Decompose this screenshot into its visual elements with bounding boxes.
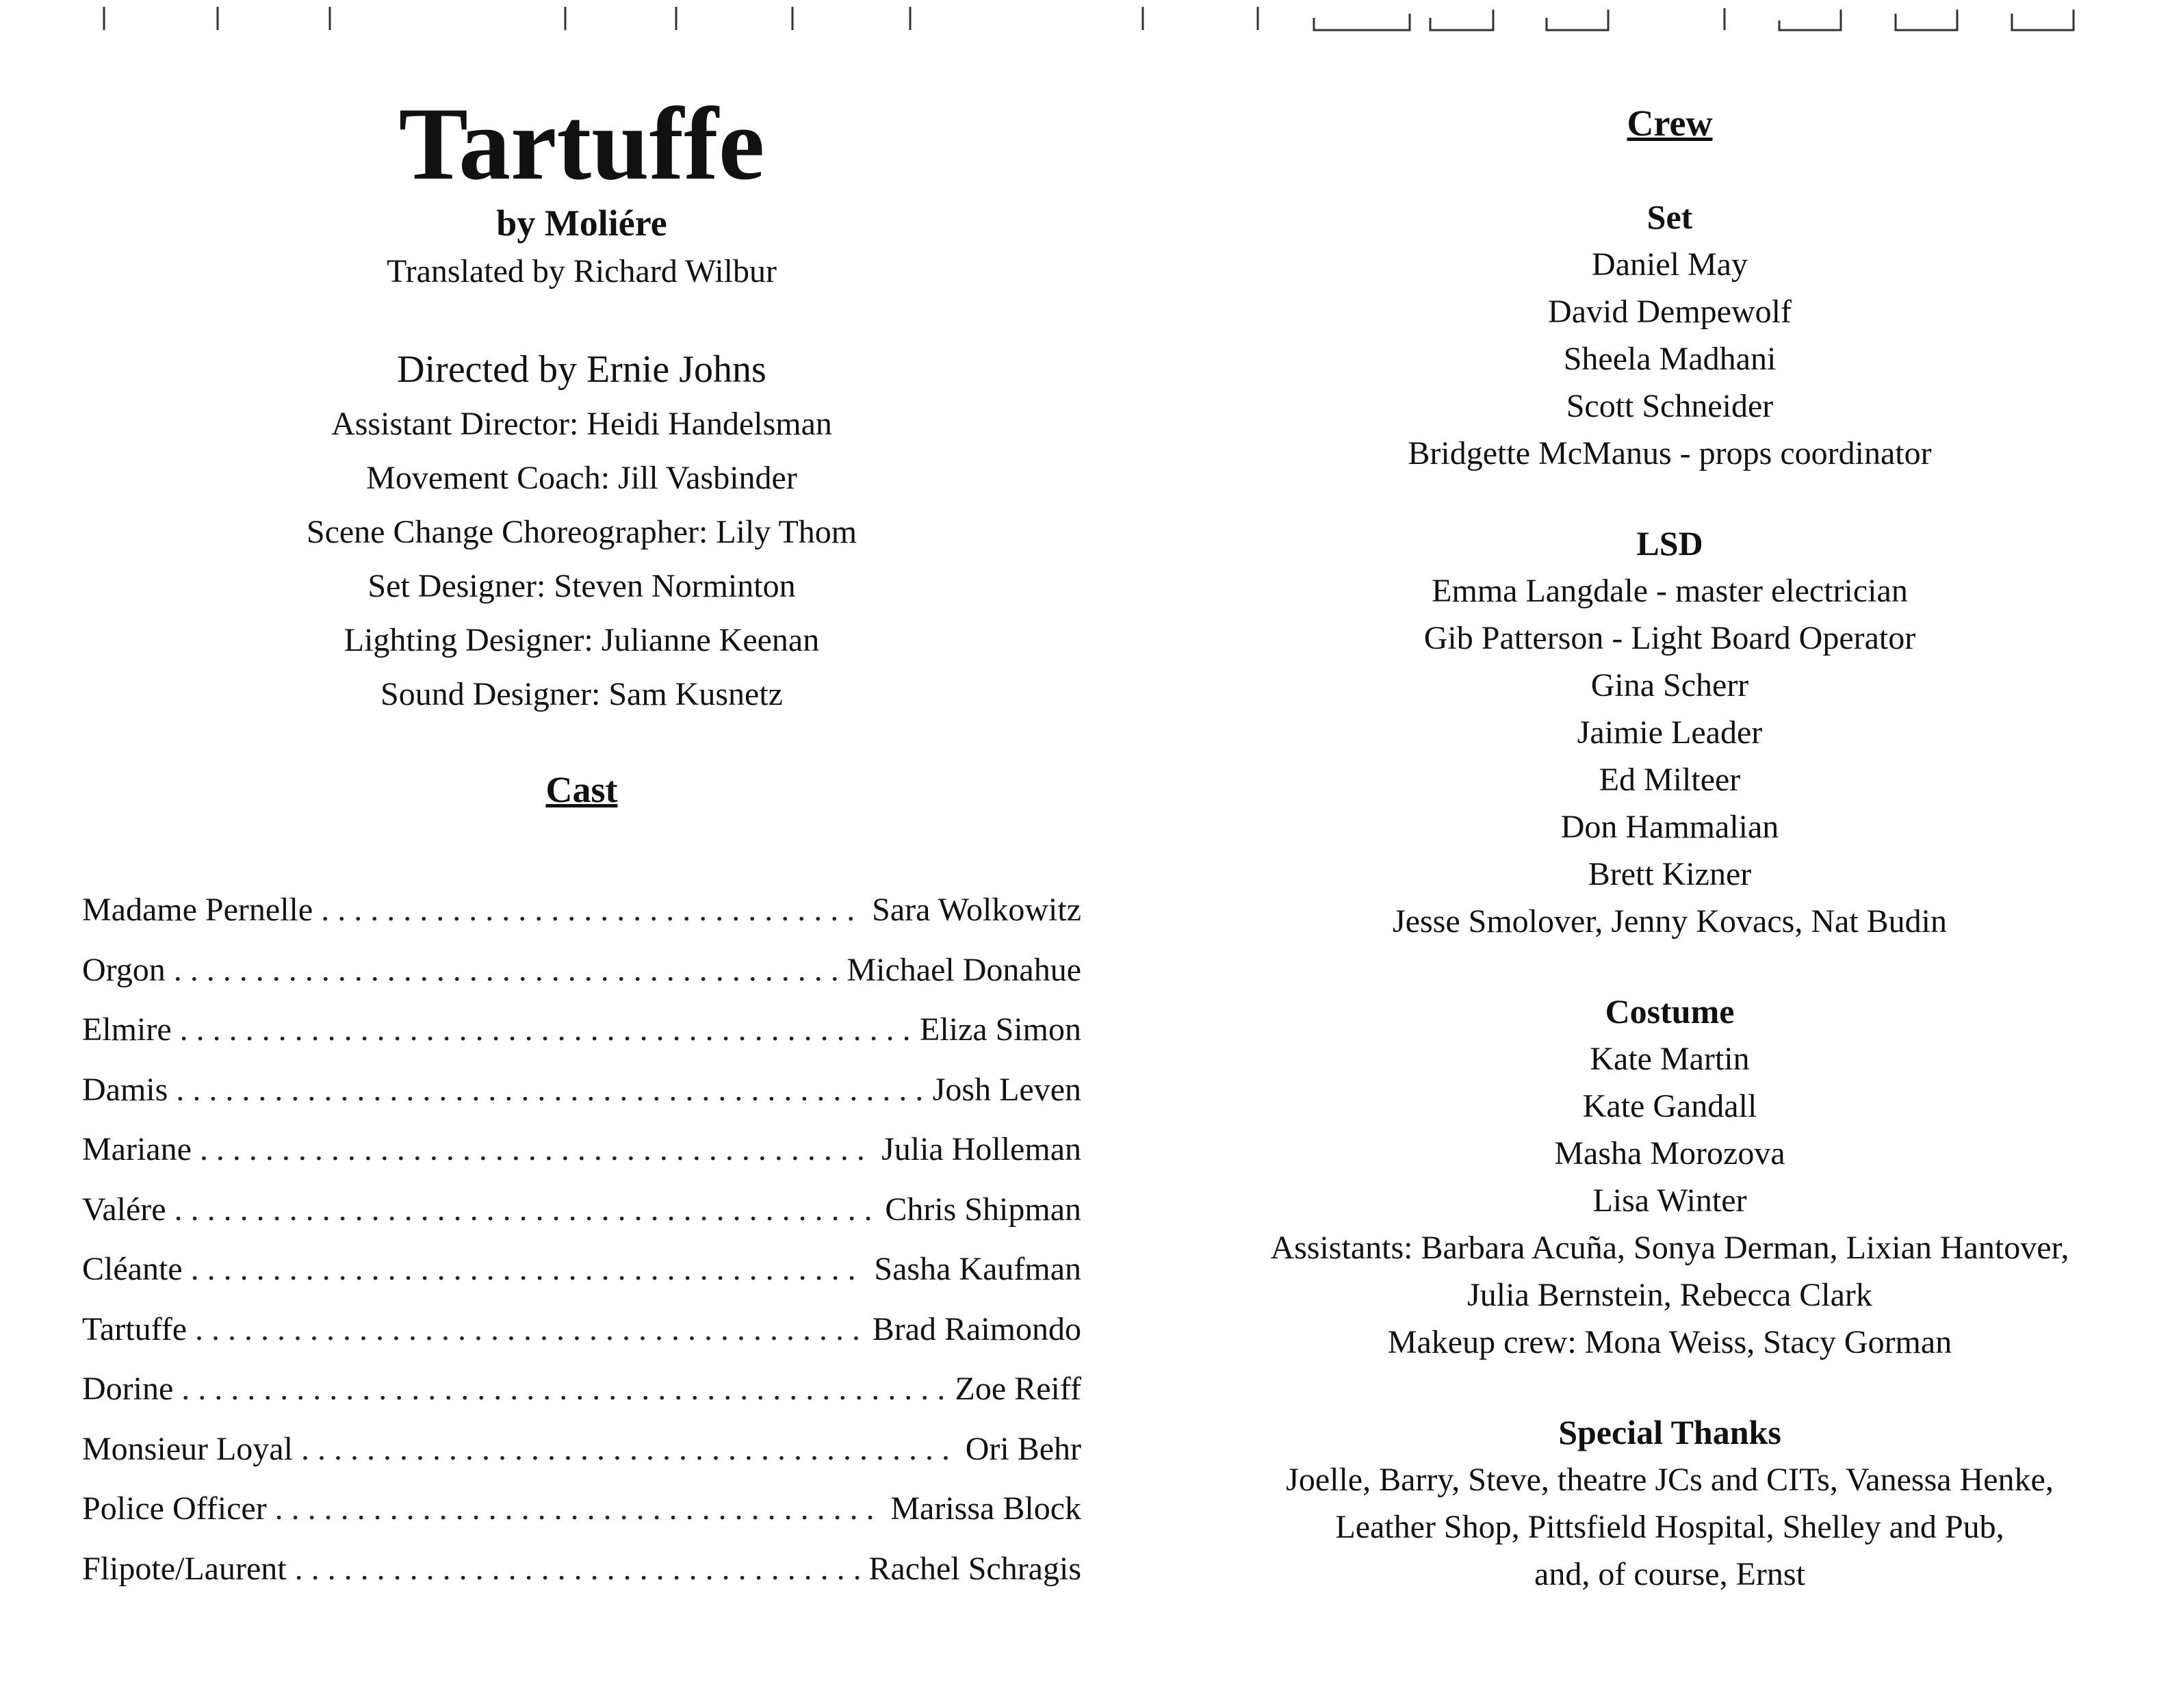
play-header [82, 86, 1081, 817]
actor-name: Josh Leven [932, 1071, 1081, 1108]
role-name: Madame Pernelle [82, 892, 313, 928]
role-name: Orgon [82, 951, 166, 988]
dot-leader [180, 1000, 912, 1060]
credit-line: Set Designer: Steven Norminton [367, 568, 796, 604]
cast-row [82, 1479, 1081, 1539]
crew-group-special-thanks [1184, 1408, 2156, 1598]
cast-row [82, 1060, 1081, 1120]
cast-row [82, 1239, 1081, 1299]
author-line: by Moliére [496, 203, 667, 244]
role-name: Police Officer [82, 1490, 267, 1527]
crew-name: Bridgette McManus - props coordinator [1408, 435, 1932, 471]
cast-row [82, 1539, 1081, 1599]
dot-leader [295, 1539, 861, 1599]
cast-row [82, 1120, 1081, 1180]
crew-group-lsd [1184, 519, 2156, 945]
role-name: Monsieur Loyal [82, 1430, 293, 1467]
dot-leader [200, 1120, 873, 1180]
group-heading: LSD [1636, 524, 1703, 562]
crew-name: Masha Morozova [1554, 1135, 1785, 1172]
actor-name: Julia Holleman [881, 1131, 1081, 1167]
credit-line: Lighting Designer: Julianne Keenan [344, 622, 820, 658]
crew-name: Assistants: Barbara Acuña, Sonya Derman, Lixian Hantover, [1270, 1230, 2069, 1266]
cast-heading: Cast [545, 769, 618, 810]
actor-name: Zoe Reiff [955, 1371, 1081, 1407]
dot-leader [195, 1299, 864, 1360]
crew-group-costume [1184, 987, 2156, 1366]
thanks-line: Leather Shop, Pittsfield Hospital, Shelley and Pub, [1335, 1509, 2004, 1545]
role-name: Mariane [82, 1131, 192, 1167]
production-credits [82, 397, 1081, 721]
crew-name: Jaimie Leader [1577, 714, 1763, 751]
crew-heading: Crew [1627, 103, 1713, 144]
actor-name: Sasha Kaufman [874, 1251, 1081, 1287]
actor-name: Rachel Schragis [868, 1550, 1081, 1587]
dot-leader [175, 1180, 877, 1240]
dot-leader [321, 880, 864, 940]
binding-edge-marks [0, 0, 2157, 41]
dot-leader [181, 1359, 946, 1419]
crew-name: Sheela Madhani [1563, 341, 1777, 377]
crew-name: Emma Langdale - master electrician [1432, 573, 1908, 609]
crew-name: David Dempewolf [1548, 294, 1792, 330]
group-heading: Set [1646, 198, 1693, 236]
left-column [82, 86, 1081, 1599]
translator-line: Translated by Richard Wilbur [387, 253, 777, 289]
crew-name: Kate Martin [1590, 1041, 1750, 1077]
actor-name: Sara Wolkowitz [872, 892, 1081, 928]
crew-name: Scott Schneider [1566, 388, 1774, 424]
role-name: Cléante [82, 1251, 183, 1287]
director-line: Directed by Ernie Johns [397, 348, 766, 391]
play-title: Tartuffe [398, 86, 765, 201]
actor-name: Brad Raimondo [872, 1310, 1081, 1347]
role-name: Dorine [82, 1371, 174, 1407]
actor-name: Marissa Block [890, 1490, 1081, 1527]
credit-line: Sound Designer: Sam Kusnetz [380, 676, 783, 712]
cast-row [82, 1180, 1081, 1240]
actor-name: Michael Donahue [847, 951, 1081, 988]
credit-line: Assistant Director: Heidi Handelsman [331, 406, 832, 442]
cast-row [82, 880, 1081, 940]
crew-name: Brett Kizner [1588, 856, 1752, 892]
group-heading: Special Thanks [1558, 1413, 1781, 1451]
thanks-line: and, of course, Ernst [1534, 1556, 1805, 1592]
role-name: Damis [82, 1071, 168, 1108]
cast-row [82, 1299, 1081, 1360]
crew-name: Julia Bernstein, Rebecca Clark [1467, 1277, 1872, 1313]
credit-line: Scene Change Choreographer: Lily Thom [306, 514, 857, 550]
cast-row [82, 1419, 1081, 1479]
crew-name: Jesse Smolover, Jenny Kovacs, Nat Budin [1393, 903, 1947, 940]
crew-name: Lisa Winter [1592, 1182, 1747, 1219]
cast-list [82, 880, 1081, 1599]
cast-row [82, 1359, 1081, 1419]
role-name: Elmire [82, 1011, 172, 1048]
crew-name: Don Hammalian [1560, 809, 1779, 845]
crew-name: Gib Patterson - Light Board Operator [1423, 620, 1916, 656]
actor-name: Ori Behr [965, 1430, 1081, 1467]
crew-header [1184, 96, 2156, 151]
actor-name: Chris Shipman [885, 1191, 1081, 1228]
credit-line: Movement Coach: Jill Vasbinder [366, 460, 797, 496]
thanks-line: Joelle, Barry, Steve, theatre JCs and CITs, Vanessa Henke, [1286, 1462, 2054, 1498]
actor-name: Eliza Simon [920, 1011, 1081, 1048]
dot-leader [191, 1239, 866, 1299]
dot-leader [176, 1060, 924, 1120]
role-name: Tartuffe [82, 1310, 187, 1347]
dot-leader [275, 1479, 883, 1539]
right-column [1184, 96, 2156, 1598]
crew-name: Gina Scherr [1590, 667, 1749, 703]
crew-name: Daniel May [1592, 246, 1748, 283]
role-name: Flipote/Laurent [82, 1550, 287, 1587]
cast-row [82, 940, 1081, 1000]
crew-group-set [1184, 193, 2156, 477]
role-name: Valére [82, 1191, 166, 1228]
group-heading: Costume [1605, 992, 1735, 1031]
crew-name: Makeup crew: Mona Weiss, Stacy Gorman [1387, 1324, 1952, 1360]
crew-name: Ed Milteer [1599, 762, 1741, 798]
dot-leader [174, 940, 839, 1000]
dot-leader [301, 1419, 957, 1479]
cast-row [82, 1000, 1081, 1060]
crew-name: Kate Gandall [1582, 1088, 1757, 1124]
